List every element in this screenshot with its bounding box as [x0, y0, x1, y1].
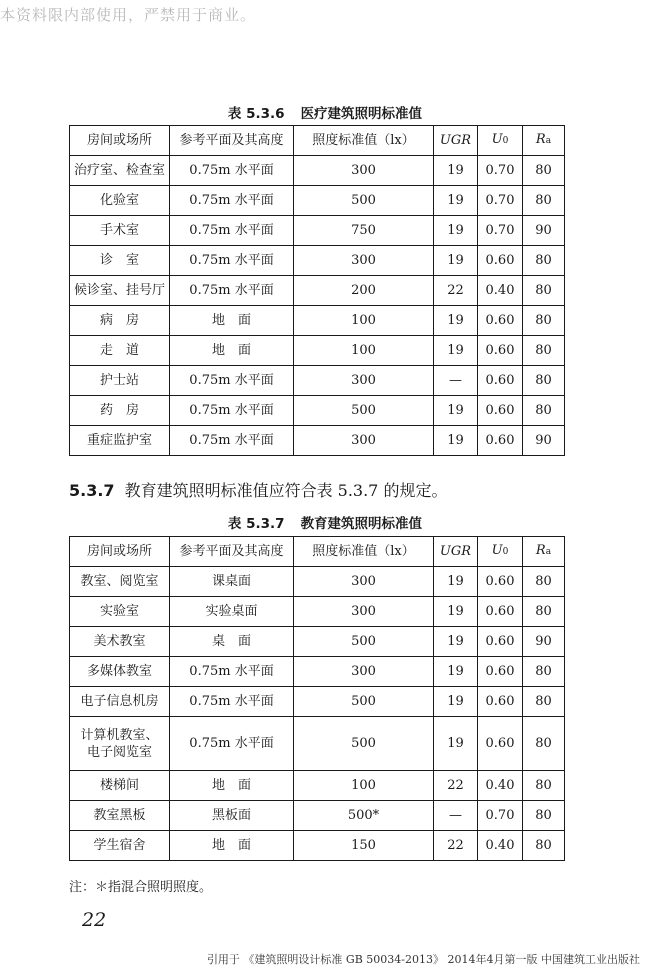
table-number: 表 5.3.6: [227, 106, 285, 122]
cell-lux: 500: [294, 627, 434, 657]
cell-ugr: 19: [434, 336, 478, 366]
cell-u0: 0.70: [478, 801, 523, 831]
cell-u0: 0.60: [478, 597, 523, 627]
cell-ra: 80: [523, 276, 565, 306]
table-row: [70, 801, 565, 831]
cell-ugr: 22: [434, 276, 478, 306]
table-row: [70, 426, 565, 456]
cell-ra: 80: [523, 156, 565, 186]
clause-number: 5.3.7: [69, 481, 115, 500]
cell-ra: 80: [523, 717, 565, 771]
cell-ugr: 22: [434, 771, 478, 801]
cell-u0: 0.60: [478, 336, 523, 366]
cell-u0: 0.70: [478, 216, 523, 246]
cell-ra: 80: [523, 801, 565, 831]
cell-ra: 80: [523, 597, 565, 627]
table-row: [70, 276, 565, 306]
cell-u0: 0.60: [478, 366, 523, 396]
header-room: 房间或场所: [70, 537, 170, 567]
cell-ugr: 19: [434, 186, 478, 216]
table-caption: [0, 102, 650, 122]
cell-ugr: —: [434, 366, 478, 396]
cell-lux: 300: [294, 366, 434, 396]
cell-plane: 0.75m 水平面: [170, 717, 294, 771]
cell-room: 化验室: [70, 186, 170, 216]
cell-lux: 300: [294, 246, 434, 276]
cell-lux: 500: [294, 717, 434, 771]
cell-ugr: 19: [434, 396, 478, 426]
table-row: [70, 717, 565, 771]
cell-plane: 0.75m 水平面: [170, 366, 294, 396]
cell-ra: 80: [523, 657, 565, 687]
cell-ra: 80: [523, 366, 565, 396]
header-lux: 照度标准值（lx）: [294, 126, 434, 156]
table-row: [70, 336, 565, 366]
table-row: [70, 831, 565, 861]
cell-plane: 地 面: [170, 336, 294, 366]
cell-u0: 0.60: [478, 246, 523, 276]
cell-lux: 300: [294, 426, 434, 456]
cell-plane: 0.75m 水平面: [170, 156, 294, 186]
table-row: [70, 216, 565, 246]
cell-room: 学生宿舍: [70, 831, 170, 861]
cell-lux: 300: [294, 567, 434, 597]
medical-lighting-table: [69, 125, 565, 456]
table-note: 注：＊指混合照明照度。: [69, 880, 213, 895]
cell-room: 药 房: [70, 396, 170, 426]
cell-room: 美术教室: [70, 627, 170, 657]
table-row: [70, 306, 565, 336]
table-title: 医疗建筑照明标准值: [300, 106, 423, 122]
cell-lux: 300: [294, 156, 434, 186]
cell-ugr: 22: [434, 831, 478, 861]
cell-ra: 80: [523, 396, 565, 426]
header-u0: U0: [478, 126, 523, 156]
table-row: [70, 396, 565, 426]
table-caption: [0, 512, 650, 532]
cell-room: 重症监护室: [70, 426, 170, 456]
cell-room: 教室黑板: [70, 801, 170, 831]
header-room: 房间或场所: [70, 126, 170, 156]
cell-u0: 0.60: [478, 717, 523, 771]
cell-room: 多媒体教室: [70, 657, 170, 687]
header-ra: Ra: [523, 126, 565, 156]
table-row: [70, 627, 565, 657]
cell-lux: 200: [294, 276, 434, 306]
table-title: 教育建筑照明标准值: [300, 516, 423, 532]
cell-lux: 750: [294, 216, 434, 246]
table-header-row: [70, 537, 565, 567]
cell-room: 诊 室: [70, 246, 170, 276]
table-row: [70, 246, 565, 276]
cell-u0: 0.60: [478, 567, 523, 597]
cell-lux: 500: [294, 186, 434, 216]
cell-ra: 80: [523, 306, 565, 336]
cell-plane: 0.75m 水平面: [170, 186, 294, 216]
cell-plane: 地 面: [170, 771, 294, 801]
cell-ugr: 19: [434, 156, 478, 186]
cell-u0: 0.70: [478, 156, 523, 186]
header-plane: 参考平面及其高度: [170, 537, 294, 567]
cell-u0: 0.60: [478, 426, 523, 456]
cell-ugr: 19: [434, 567, 478, 597]
cell-u0: 0.60: [478, 657, 523, 687]
table-row: [70, 687, 565, 717]
cell-room: 候诊室、挂号厅: [70, 276, 170, 306]
cell-u0: 0.60: [478, 396, 523, 426]
clause-text: 教育建筑照明标准值应符合表 5.3.7 的规定。: [124, 481, 448, 500]
cell-room: 治疗室、检查室: [70, 156, 170, 186]
cell-room: [70, 717, 170, 771]
cell-ugr: —: [434, 801, 478, 831]
cell-lux: 100: [294, 336, 434, 366]
cell-ra: 80: [523, 246, 565, 276]
cell-ra: 80: [523, 687, 565, 717]
cell-room-line: 电子阅览室: [86, 744, 152, 760]
cell-plane: 实验桌面: [170, 597, 294, 627]
cell-ra: 80: [523, 336, 565, 366]
education-lighting-table: [69, 536, 565, 861]
cell-lux: 500: [294, 396, 434, 426]
cell-ugr: 19: [434, 687, 478, 717]
cell-ugr: 19: [434, 246, 478, 276]
cell-u0: 0.60: [478, 306, 523, 336]
cell-plane: 0.75m 水平面: [170, 276, 294, 306]
table-number: 表 5.3.7: [227, 516, 285, 532]
cell-plane: 课桌面: [170, 567, 294, 597]
table-row: [70, 567, 565, 597]
cell-room: 走 道: [70, 336, 170, 366]
cell-room: 楼梯间: [70, 771, 170, 801]
cell-u0: 0.60: [478, 627, 523, 657]
cell-ugr: 19: [434, 597, 478, 627]
table-row: [70, 597, 565, 627]
cell-lux: 500: [294, 687, 434, 717]
cell-lux: 500*: [294, 801, 434, 831]
header-plane: 参考平面及其高度: [170, 126, 294, 156]
cell-u0: 0.40: [478, 831, 523, 861]
cell-ra: 90: [523, 627, 565, 657]
cell-plane: 0.75m 水平面: [170, 216, 294, 246]
header-u0: U0: [478, 537, 523, 567]
cell-u0: 0.60: [478, 687, 523, 717]
cell-ugr: 19: [434, 306, 478, 336]
cell-lux: 300: [294, 597, 434, 627]
cell-lux: 300: [294, 657, 434, 687]
watermark-text: 本资料限内部使用，严禁用于商业。: [0, 6, 257, 24]
cell-plane: 0.75m 水平面: [170, 396, 294, 426]
cell-room: 护士站: [70, 366, 170, 396]
header-ugr: UGR: [434, 537, 478, 567]
cell-ra: 80: [523, 186, 565, 216]
cell-room: 电子信息机房: [70, 687, 170, 717]
cell-plane: 0.75m 水平面: [170, 687, 294, 717]
cell-room: 病 房: [70, 306, 170, 336]
cell-ra: 80: [523, 771, 565, 801]
cell-lux: 100: [294, 306, 434, 336]
cell-ugr: 19: [434, 426, 478, 456]
cell-lux: 100: [294, 771, 434, 801]
citation-footer: 引用于 《建筑照明设计标准 GB 50034-2013》 2014年4月第一版 中国建筑工业出版社: [206, 953, 640, 966]
cell-room-line: 计算机教室、: [80, 727, 159, 743]
cell-room: 实验室: [70, 597, 170, 627]
table-row: [70, 186, 565, 216]
table-row: [70, 771, 565, 801]
cell-plane: 0.75m 水平面: [170, 426, 294, 456]
header-ra: Ra: [523, 537, 565, 567]
cell-u0: 0.70: [478, 186, 523, 216]
page-number: 22: [82, 909, 107, 931]
table-row: [70, 156, 565, 186]
cell-ugr: 19: [434, 717, 478, 771]
cell-plane: 0.75m 水平面: [170, 246, 294, 276]
cell-u0: 0.40: [478, 276, 523, 306]
cell-u0: 0.40: [478, 771, 523, 801]
cell-plane: 黑板面: [170, 801, 294, 831]
cell-plane: 地 面: [170, 306, 294, 336]
clause-5-3-7: [69, 478, 447, 501]
cell-plane: 桌 面: [170, 627, 294, 657]
cell-room: 手术室: [70, 216, 170, 246]
cell-ra: 80: [523, 831, 565, 861]
cell-ugr: 19: [434, 657, 478, 687]
cell-ra: 90: [523, 216, 565, 246]
table-row: [70, 657, 565, 687]
cell-plane: 地 面: [170, 831, 294, 861]
table-header-row: [70, 126, 565, 156]
cell-ra: 90: [523, 426, 565, 456]
cell-plane: 0.75m 水平面: [170, 657, 294, 687]
cell-ra: 80: [523, 567, 565, 597]
cell-room: 教室、阅览室: [70, 567, 170, 597]
table-row: [70, 366, 565, 396]
header-lux: 照度标准值（lx）: [294, 537, 434, 567]
header-ugr: UGR: [434, 126, 478, 156]
cell-ugr: 19: [434, 216, 478, 246]
cell-lux: 150: [294, 831, 434, 861]
cell-ugr: 19: [434, 627, 478, 657]
